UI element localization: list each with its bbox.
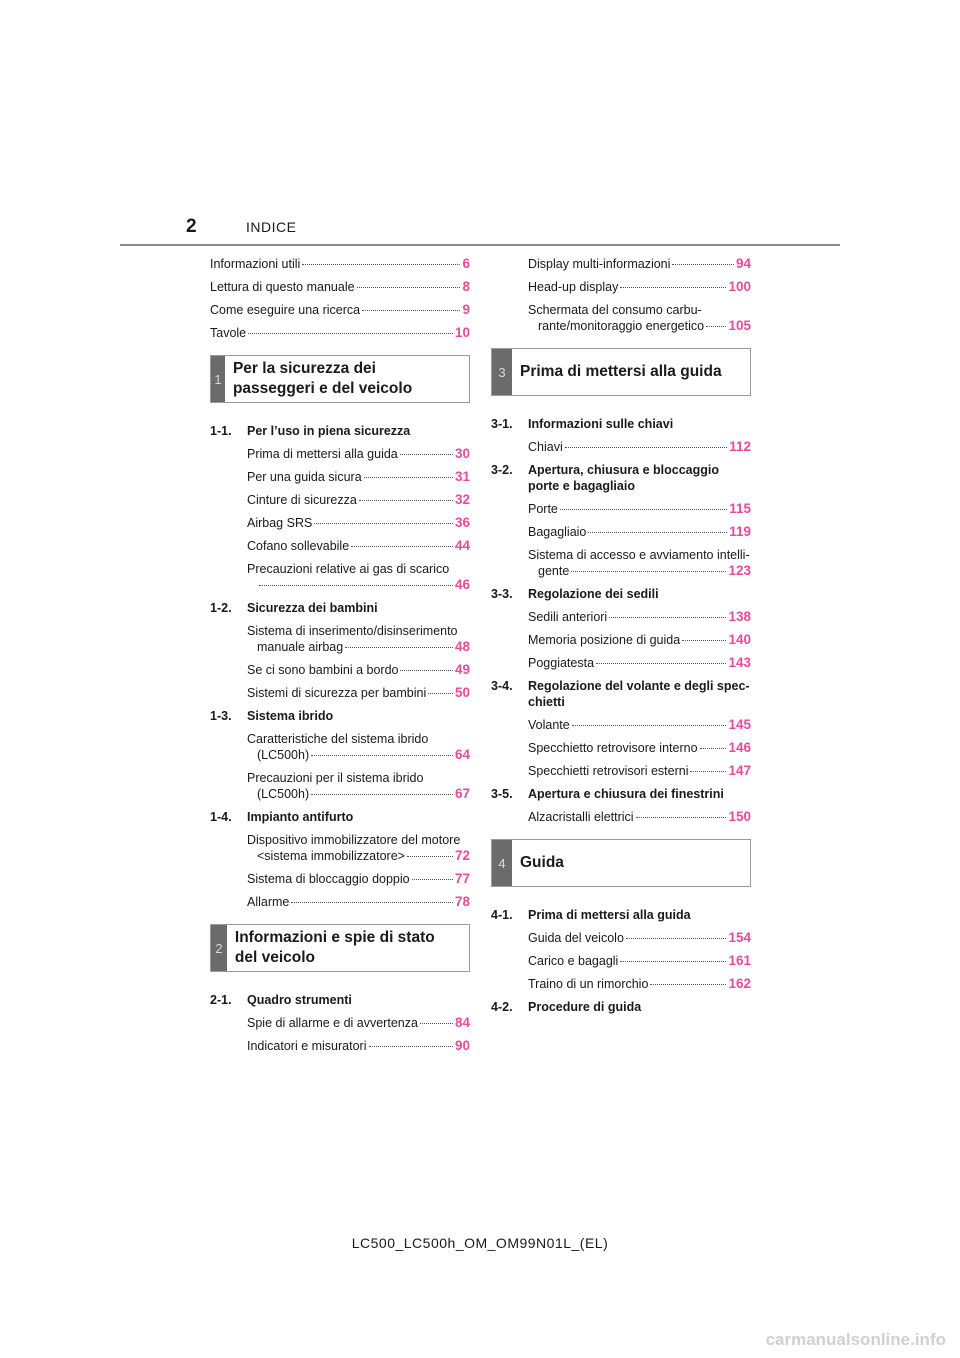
- section-heading: 3-4. Regolazione del volante e degli spec-chietti: [491, 679, 750, 709]
- page-ref: 49: [454, 662, 470, 677]
- toc-entry[interactable]: Informazioni utili 6: [210, 256, 470, 271]
- toc-entry[interactable]: Sistemi di sicurezza per bambini 50: [247, 685, 470, 700]
- chapter-title: Informazioni e spie di stato del veicolo: [234, 929, 435, 966]
- page-ref: 154: [728, 930, 751, 945]
- page-ref: 32: [454, 492, 470, 507]
- chapter-title: Guida: [520, 854, 564, 871]
- toc-entry[interactable]: Se ci sono bambini a bordo 49: [247, 662, 470, 677]
- toc-entry[interactable]: Precauzioni per il sistema ibrido (LC500h) 67: [247, 771, 470, 801]
- chapter-title: Prima di mettersi alla guida: [520, 363, 722, 380]
- chapter-4-heading[interactable]: [491, 839, 751, 887]
- page-ref: 84: [454, 1015, 470, 1030]
- toc-entry[interactable]: Display multi-informazioni 94: [528, 256, 751, 271]
- toc-entry[interactable]: Caratteristiche del sistema ibrido (LC500h) 64: [247, 732, 470, 762]
- page-ref: 90: [454, 1038, 470, 1053]
- page-ref: 150: [728, 809, 751, 824]
- section-heading: 4-1. Prima di mettersi alla guida: [491, 908, 691, 922]
- section-heading: 2-1. Quadro strumenti: [210, 993, 352, 1007]
- toc-entry[interactable]: Guida del veicolo 154: [528, 930, 751, 945]
- chapter-tab: 4: [492, 840, 512, 886]
- page-ref: 112: [729, 439, 751, 454]
- page-ref: 10: [454, 325, 470, 340]
- page-ref: 140: [728, 632, 751, 647]
- toc-entry[interactable]: Precauzioni relative ai gas di scarico 46: [247, 562, 470, 592]
- page-ref: 36: [454, 515, 470, 530]
- page-ref: 138: [728, 609, 751, 624]
- toc-entry[interactable]: Alzacristalli elettrici 150: [528, 809, 751, 824]
- toc-entry[interactable]: Cinture di sicurezza 32: [247, 492, 470, 507]
- toc-entry[interactable]: Poggiatesta 143: [528, 655, 751, 670]
- page-ref: 67: [454, 786, 470, 801]
- toc-entry[interactable]: Allarme 78: [247, 894, 470, 909]
- toc-entry[interactable]: Specchietto retrovisore interno 146: [528, 740, 751, 755]
- toc-entry[interactable]: Porte 115: [528, 501, 751, 516]
- chapter-tab: 2: [211, 925, 227, 971]
- chapter-2-heading[interactable]: [210, 924, 470, 972]
- section-heading: 3-1. Informazioni sulle chiavi: [491, 417, 674, 431]
- section-heading: 1-3. Sistema ibrido: [210, 709, 334, 723]
- page-ref: 50: [454, 685, 470, 700]
- page-header: [186, 216, 296, 238]
- toc-entry[interactable]: Tavole 10: [210, 325, 470, 340]
- section-heading: 3-5. Apertura e chiusura dei finestrini: [491, 787, 724, 801]
- page-ref: 94: [735, 256, 751, 271]
- page-ref: 6: [462, 256, 470, 271]
- section-heading: 3-2. Apertura, chiusura e bloccaggio porte e bagagliaio: [491, 463, 720, 493]
- toc-entry[interactable]: Cofano sollevabile 44: [247, 538, 470, 553]
- chapter-title: Per la sicurezza dei passeggeri e del veicolo: [232, 360, 413, 397]
- page-ref: 100: [728, 279, 751, 294]
- page-ref: 105: [728, 318, 751, 333]
- left-column: [210, 256, 470, 1061]
- toc-entry[interactable]: Schermata del consumo carbu- rante/monitoraggio energetico 105: [528, 303, 751, 333]
- document-code-footer: LC500_LC500h_OM_OM99N01L_(EL): [351, 1235, 609, 1251]
- toc-entry[interactable]: Chiavi 112: [528, 439, 751, 454]
- header-divider: [120, 244, 840, 246]
- chapter-tab: 3: [492, 349, 512, 395]
- toc-entry[interactable]: Memoria posizione di guida 140: [528, 632, 751, 647]
- toc-entry[interactable]: Sedili anteriori 138: [528, 609, 751, 624]
- toc-entry[interactable]: Per una guida sicura 31: [247, 469, 470, 484]
- page-ref: 119: [729, 524, 751, 539]
- section-heading: 1-1. Per l’uso in piena sicurezza: [210, 424, 411, 438]
- toc-entry[interactable]: Come eseguire una ricerca 9: [210, 302, 470, 317]
- page-ref: 9: [462, 302, 470, 317]
- page-ref: 64: [454, 747, 470, 762]
- chapter-tab: 1: [211, 356, 225, 402]
- section-heading: 4-2. Procedure di guida: [491, 1000, 642, 1014]
- section-heading: 3-3. Regolazione dei sedili: [491, 587, 659, 601]
- page-ref: 115: [729, 501, 751, 516]
- right-column: [491, 256, 751, 1022]
- page-ref: 143: [728, 655, 751, 670]
- toc-entry[interactable]: Lettura di questo manuale 8: [210, 279, 470, 294]
- page-ref: 48: [454, 639, 470, 654]
- page-ref: 146: [728, 740, 751, 755]
- toc-entry[interactable]: Head-up display 100: [528, 279, 751, 294]
- page-ref: 162: [728, 976, 751, 991]
- toc-entry[interactable]: Prima di mettersi alla guida 30: [247, 446, 470, 461]
- page-ref: 8: [462, 279, 470, 294]
- toc-entry[interactable]: Bagagliaio 119: [528, 524, 751, 539]
- page-ref: 123: [728, 563, 751, 578]
- page-ref: 147: [728, 763, 751, 778]
- page-ref: 44: [454, 538, 470, 553]
- page-ref: 30: [454, 446, 470, 461]
- page-ref: 72: [454, 848, 470, 863]
- page-ref: 46: [454, 577, 470, 592]
- chapter-1-heading[interactable]: [210, 355, 470, 403]
- page-ref: 78: [454, 894, 470, 909]
- toc-entry[interactable]: Dispositivo immobilizzatore del motore <sistema immobilizzatore> 72: [247, 833, 470, 863]
- toc-entry[interactable]: Indicatori e misuratori 90: [247, 1038, 470, 1053]
- section-heading: 1-4. Impianto antifurto: [210, 810, 354, 824]
- page-ref: 145: [728, 717, 751, 732]
- toc-entry[interactable]: Specchietti retrovisori esterni 147: [528, 763, 751, 778]
- toc-entry[interactable]: Airbag SRS 36: [247, 515, 470, 530]
- toc-entry[interactable]: Sistema di bloccaggio doppio 77: [247, 871, 470, 886]
- chapter-3-heading[interactable]: [491, 348, 751, 396]
- toc-entry[interactable]: Sistema di inserimento/disinserimento manuale airbag 48: [247, 624, 470, 654]
- toc-entry[interactable]: Traino di un rimorchio 162: [528, 976, 751, 991]
- page-ref: 161: [728, 953, 751, 968]
- section-heading: 1-2. Sicurezza dei bambini: [210, 601, 378, 615]
- toc-entry[interactable]: Volante 145: [528, 717, 751, 732]
- page-title: INDICE: [246, 219, 297, 235]
- toc-entry[interactable]: Sistema di accesso e avviamento intelli- gente 123: [528, 548, 751, 578]
- toc-entry[interactable]: Spie di allarme e di avvertenza 84: [247, 1015, 470, 1030]
- toc-entry[interactable]: Carico e bagagli 161: [528, 953, 751, 968]
- page-ref: 31: [454, 469, 470, 484]
- watermark: carmanualsonline.info: [765, 1330, 946, 1349]
- page-ref: 77: [454, 871, 470, 886]
- page-number: 2: [186, 216, 197, 237]
